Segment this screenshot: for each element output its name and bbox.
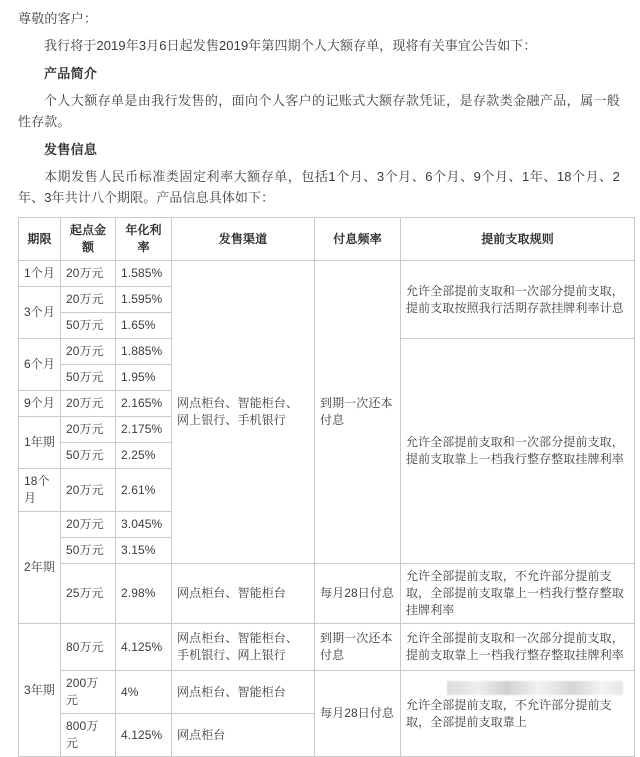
cell-term: 18个月 bbox=[19, 469, 61, 512]
cell-term: 9个月 bbox=[19, 391, 61, 417]
cell-rate: 1.885% bbox=[116, 339, 172, 365]
cell-amount: 25万元 bbox=[61, 564, 116, 624]
cell-amount: 50万元 bbox=[61, 443, 116, 469]
cell-channel: 网点柜台、智能柜台、手机银行、网上银行 bbox=[172, 624, 315, 671]
cell-rate: 1.95% bbox=[116, 365, 172, 391]
cell-channel: 网点柜台、智能柜台 bbox=[172, 671, 315, 714]
cell-frequency: 每月28日付息 bbox=[315, 671, 401, 757]
cell-rate: 2.61% bbox=[116, 469, 172, 512]
cell-amount: 20万元 bbox=[61, 287, 116, 313]
col-header-rate: 年化利率 bbox=[116, 218, 172, 261]
table-header-row bbox=[19, 218, 635, 261]
table-row bbox=[19, 564, 635, 624]
cell-term: 3个月 bbox=[19, 287, 61, 339]
cell-amount: 20万元 bbox=[61, 417, 116, 443]
table-body bbox=[19, 261, 635, 757]
table-row bbox=[19, 671, 635, 714]
cell-rate: 2.25% bbox=[116, 443, 172, 469]
col-header-term: 期限 bbox=[19, 218, 61, 261]
cell-rate: 3.045% bbox=[116, 512, 172, 538]
col-header-freq: 付息频率 bbox=[315, 218, 401, 261]
cell-amount: 20万元 bbox=[61, 512, 116, 538]
cell-frequency: 到期一次还本付息 bbox=[315, 261, 401, 564]
section-heading-sale-info: 发售信息 bbox=[44, 142, 98, 157]
cell-amount: 80万元 bbox=[61, 624, 116, 671]
cell-channel: 网点柜台 bbox=[172, 714, 315, 757]
cell-term: 6个月 bbox=[19, 339, 61, 391]
salutation: 尊敬的客户： bbox=[18, 11, 98, 26]
cell-rate: 2.98% bbox=[116, 564, 172, 624]
cell-frequency: 到期一次还本付息 bbox=[315, 624, 401, 671]
cell-channel: 网点柜台、智能柜台 bbox=[172, 564, 315, 624]
cell-frequency: 每月28日付息 bbox=[315, 564, 401, 624]
cell-amount: 20万元 bbox=[61, 391, 116, 417]
cell-withdrawal-rule: 允许全部提前支取和一次部分提前支取，提前支取靠上一档我行整存整取挂牌利率 bbox=[401, 339, 635, 564]
cell-term: 1年期 bbox=[19, 417, 61, 469]
rates-table-wrapper bbox=[12, 211, 628, 757]
cell-rate: 1.585% bbox=[116, 261, 172, 287]
cell-amount: 20万元 bbox=[61, 339, 116, 365]
section-paragraph-sale-info: 本期发售人民币标准类固定利率大额存单，包括1个月、3个月、6个月、9个月、1年、18个月、2年、3年共计八个期限。产品信息具体如下： bbox=[18, 169, 620, 205]
intro-paragraph: 我行将于2019年3月6日起发售2019年第四期个人大额存单，现将有关事宜公告如下： bbox=[44, 38, 537, 53]
table-row bbox=[19, 624, 635, 671]
cell-amount: 200万元 bbox=[61, 671, 116, 714]
cell-amount: 50万元 bbox=[61, 538, 116, 564]
cell-rate: 4% bbox=[116, 671, 172, 714]
cell-term: 3年期 bbox=[19, 624, 61, 757]
cell-amount: 50万元 bbox=[61, 365, 116, 391]
cell-rate: 4.125% bbox=[116, 624, 172, 671]
cell-rate: 2.165% bbox=[116, 391, 172, 417]
cell-withdrawal-rule: 允许全部提前支取，不允许部分提前支取，全部提前支取靠上一档我行整存整取挂牌利率 bbox=[401, 564, 635, 624]
cell-channel: 网点柜台、智能柜台、网上银行、手机银行 bbox=[172, 261, 315, 564]
col-header-rule: 提前支取规则 bbox=[401, 218, 635, 261]
table-row bbox=[19, 261, 635, 287]
cell-withdrawal-rule: 允许全部提前支取，不允许部分提前支取，全部提前支取靠上 bbox=[401, 671, 635, 757]
deposit-rates-table bbox=[18, 217, 635, 757]
cell-rate: 4.125% bbox=[116, 714, 172, 757]
cell-withdrawal-rule: 允许全部提前支取和一次部分提前支取，提前支取按照我行活期存款挂牌利率计息 bbox=[401, 261, 635, 339]
cell-amount: 50万元 bbox=[61, 313, 116, 339]
cell-amount: 20万元 bbox=[61, 261, 116, 287]
cell-rate: 1.595% bbox=[116, 287, 172, 313]
col-header-channel: 发售渠道 bbox=[172, 218, 315, 261]
cell-rate: 3.15% bbox=[116, 538, 172, 564]
cell-rate: 2.175% bbox=[116, 417, 172, 443]
section-paragraph-product-intro: 个人大额存单是由我行发售的，面向个人客户的记账式大额存款凭证，是存款类金融产品，属一般性存款。 bbox=[18, 93, 620, 129]
section-heading-product-intro: 产品简介 bbox=[44, 66, 98, 81]
cell-term: 2年期 bbox=[19, 512, 61, 624]
col-header-amount: 起点金额 bbox=[61, 218, 116, 261]
cell-withdrawal-rule: 允许全部提前支取和一次部分提前支取，提前支取靠上一档我行整存整取挂牌利率 bbox=[401, 624, 635, 671]
cell-term: 1个月 bbox=[19, 261, 61, 287]
cell-amount: 20万元 bbox=[61, 469, 116, 512]
cell-amount: 800万元 bbox=[61, 714, 116, 757]
cell-rate: 1.65% bbox=[116, 313, 172, 339]
